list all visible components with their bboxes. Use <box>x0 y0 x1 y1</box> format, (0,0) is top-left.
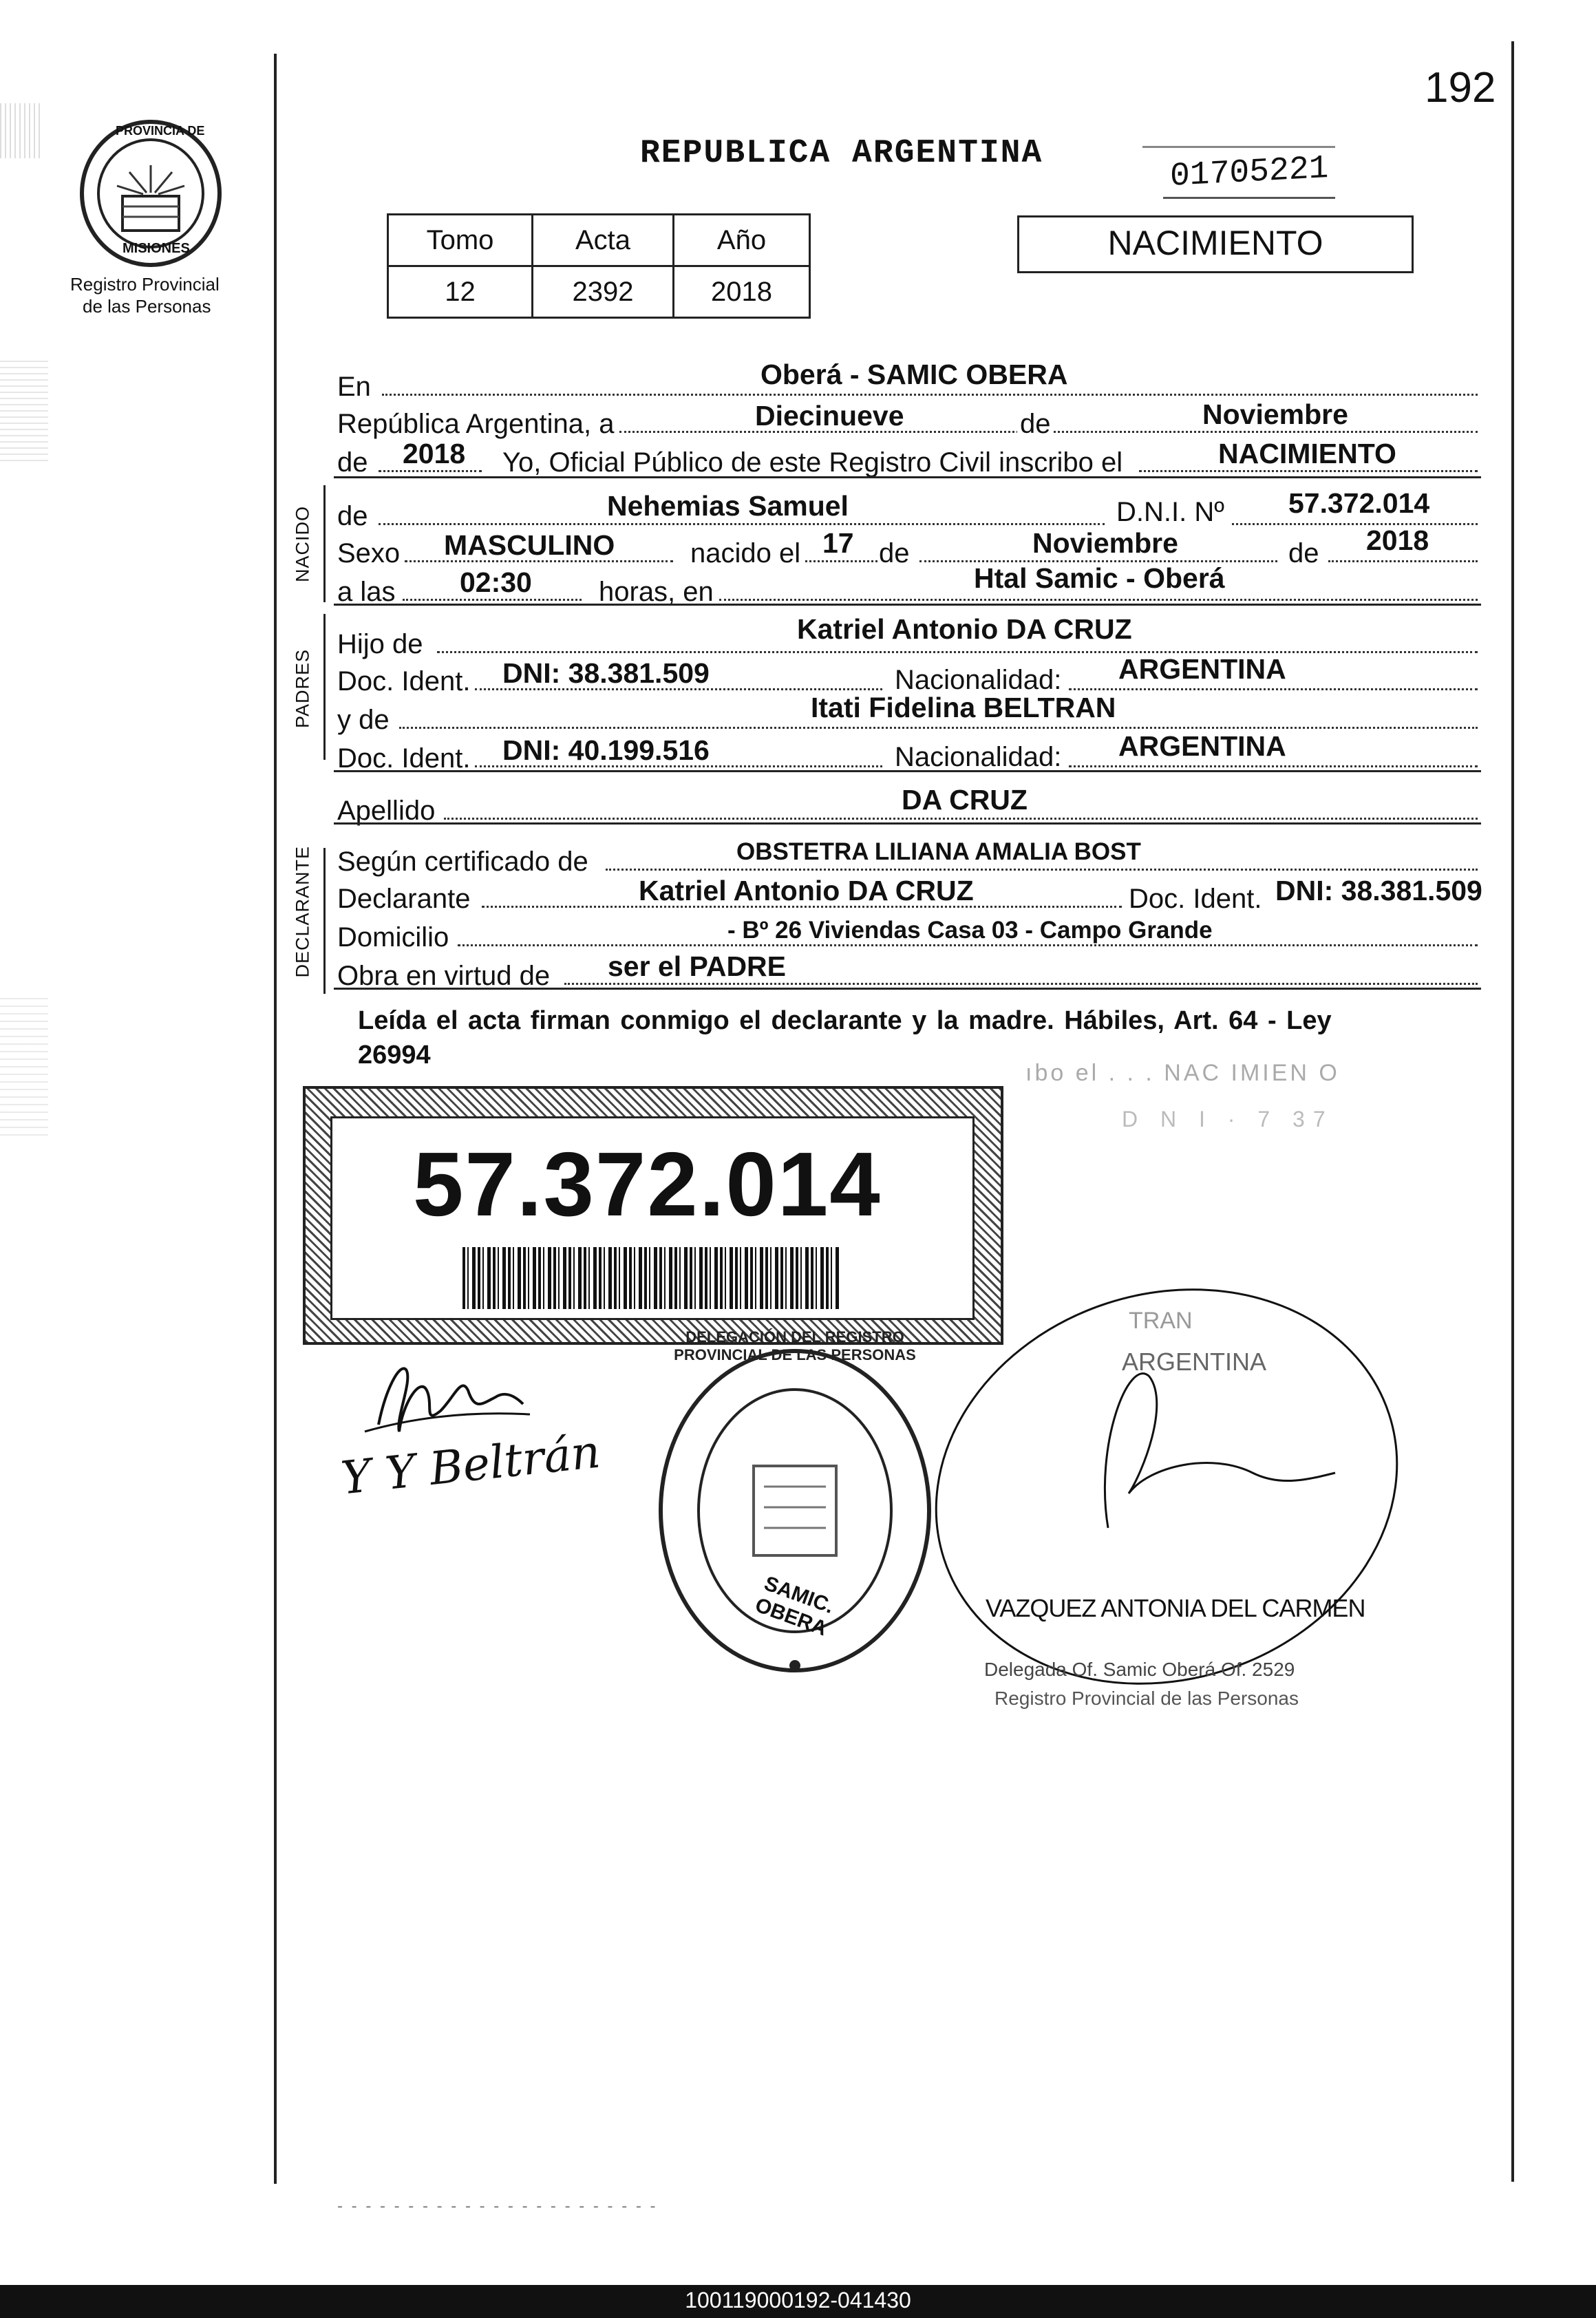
republica-label: República Argentina, a <box>337 409 615 439</box>
day-value: Diecinueve <box>755 400 904 432</box>
father-nac-label: Nacionalidad: <box>895 665 1062 695</box>
year-value: 2018 <box>403 438 466 469</box>
birth-day: 17 <box>822 527 854 559</box>
month-value: Noviembre <box>1202 398 1348 430</box>
mother-doc: DNI: 40.199.516 <box>502 734 710 766</box>
declarante-value: Katriel Antonio DA CRUZ <box>639 875 974 906</box>
sexo-value: MASCULINO <box>444 529 615 561</box>
father-nationality: ARGENTINA <box>1118 653 1286 685</box>
sexo-label: Sexo <box>337 538 401 568</box>
act-type-label: NACIMIENTO <box>1107 224 1323 262</box>
official-line3: Registro Provincial de las Personas <box>994 1688 1299 1709</box>
birth-time: 02:30 <box>460 566 532 598</box>
closing-line2: 26994 <box>358 1041 431 1070</box>
tomo-value: 12 <box>388 266 533 318</box>
acta-header: Acta <box>533 215 674 266</box>
child-dni: 57.372.014 <box>1288 487 1430 519</box>
oficial-text: Yo, Oficial Público de este Registro Civil inscribo el <box>502 447 1123 478</box>
cert-value: OBSTETRA LILIANA AMALIA BOST <box>736 838 1141 865</box>
nacido-de2-label: de <box>879 538 910 568</box>
org-name-line1: Registro Provincial <box>70 274 220 295</box>
closing-line1: Leída el acta firman conmigo el declarante y la madre. Hábiles, Art. 64 - Ley <box>358 1006 1332 1035</box>
de-label-intro: de <box>1017 409 1054 439</box>
round-stamp-inner-text: SAMIC. OBERA <box>752 1572 837 1641</box>
mother-signature: Y Y Beltrán <box>339 1425 603 1505</box>
horas-label: horas, en <box>599 577 714 607</box>
y-de-label: y de <box>337 705 390 735</box>
register-table <box>387 213 811 319</box>
a-las-label: a las <box>337 577 396 607</box>
mother-doc-label: Doc. Ident. <box>337 743 471 774</box>
obra-value: ser el PADRE <box>608 950 787 982</box>
inscribo-value: NACIMIENTO <box>1218 438 1396 469</box>
official-name: VAZQUEZ ANTONIA DEL CARMEN <box>986 1594 1365 1622</box>
de2-label: de <box>337 447 368 478</box>
org-name-line2: de las Personas <box>83 296 211 317</box>
birth-month: Noviembre <box>1032 527 1178 559</box>
declarante-group-label: DECLARANTE <box>292 845 313 978</box>
seal-text-top: PROVINCIA DE <box>116 124 205 138</box>
footer-barcode-text: 100119000192-041430 <box>685 2288 911 2312</box>
birth-place: Htal Samic - Oberá <box>974 562 1225 594</box>
en-label: En <box>337 372 371 402</box>
ano-value: 2018 <box>674 266 810 318</box>
acta-value: 2392 <box>533 266 674 318</box>
seal-text-bottom: MISIONES <box>123 241 190 256</box>
ano-header: Año <box>674 215 810 266</box>
nacido-group-label: NACIDO <box>292 506 313 583</box>
round-stamp-ring-text: DELEGACIÓN DEL REGISTRO PROVINCIAL DE LAS PERSONAS <box>674 1328 916 1363</box>
declarante-label: Declarante <box>337 884 471 914</box>
sticker-barcode <box>462 1247 840 1309</box>
apellido-value: DA CRUZ <box>902 784 1028 816</box>
child-name: Nehemias Samuel <box>607 490 849 522</box>
serial-number: 01705221 <box>1170 149 1329 196</box>
mother-nationality: ARGENTINA <box>1118 730 1286 762</box>
padres-group-label: PADRES <box>292 648 313 729</box>
birth-year: 2018 <box>1366 524 1429 556</box>
obra-label: Obra en virtud de <box>337 961 551 991</box>
father-doc-label: Doc. Ident. <box>337 666 471 697</box>
tomo-header: Tomo <box>388 215 533 266</box>
apellido-label: Apellido <box>337 796 436 826</box>
dni-label: D.N.I. Nº <box>1116 497 1224 527</box>
domicilio-label: Domicilio <box>337 922 449 953</box>
father-name: Katriel Antonio DA CRUZ <box>797 613 1132 645</box>
mother-name: Itati Fidelina BELTRAN <box>811 692 1116 723</box>
official-line2: Delegada Of. Samic Oberá Of. 2529 <box>984 1659 1295 1680</box>
domicilio-value: - Bº 26 Viviendas Casa 03 - Campo Grande <box>727 917 1213 944</box>
mother-nac-label: Nacionalidad: <box>895 742 1062 772</box>
nacido-el-label: nacido el <box>690 538 801 568</box>
page-number: 192 <box>1425 64 1496 111</box>
cert-label: Según certificado de <box>337 847 588 877</box>
sticker-number: 57.372.014 <box>413 1134 882 1235</box>
father-doc: DNI: 38.381.509 <box>502 657 710 689</box>
declarante-doc-label: Doc. Ident. <box>1129 884 1262 914</box>
nacido-de3-label: de <box>1288 538 1319 568</box>
nacido-de-label: de <box>337 501 368 531</box>
hijo-de-label: Hijo de <box>337 629 423 659</box>
document-title: REPUBLICA ARGENTINA <box>640 135 1043 172</box>
declarante-doc: DNI: 38.381.509 <box>1275 875 1482 906</box>
en-value: Oberá - SAMIC OBERA <box>760 359 1068 390</box>
